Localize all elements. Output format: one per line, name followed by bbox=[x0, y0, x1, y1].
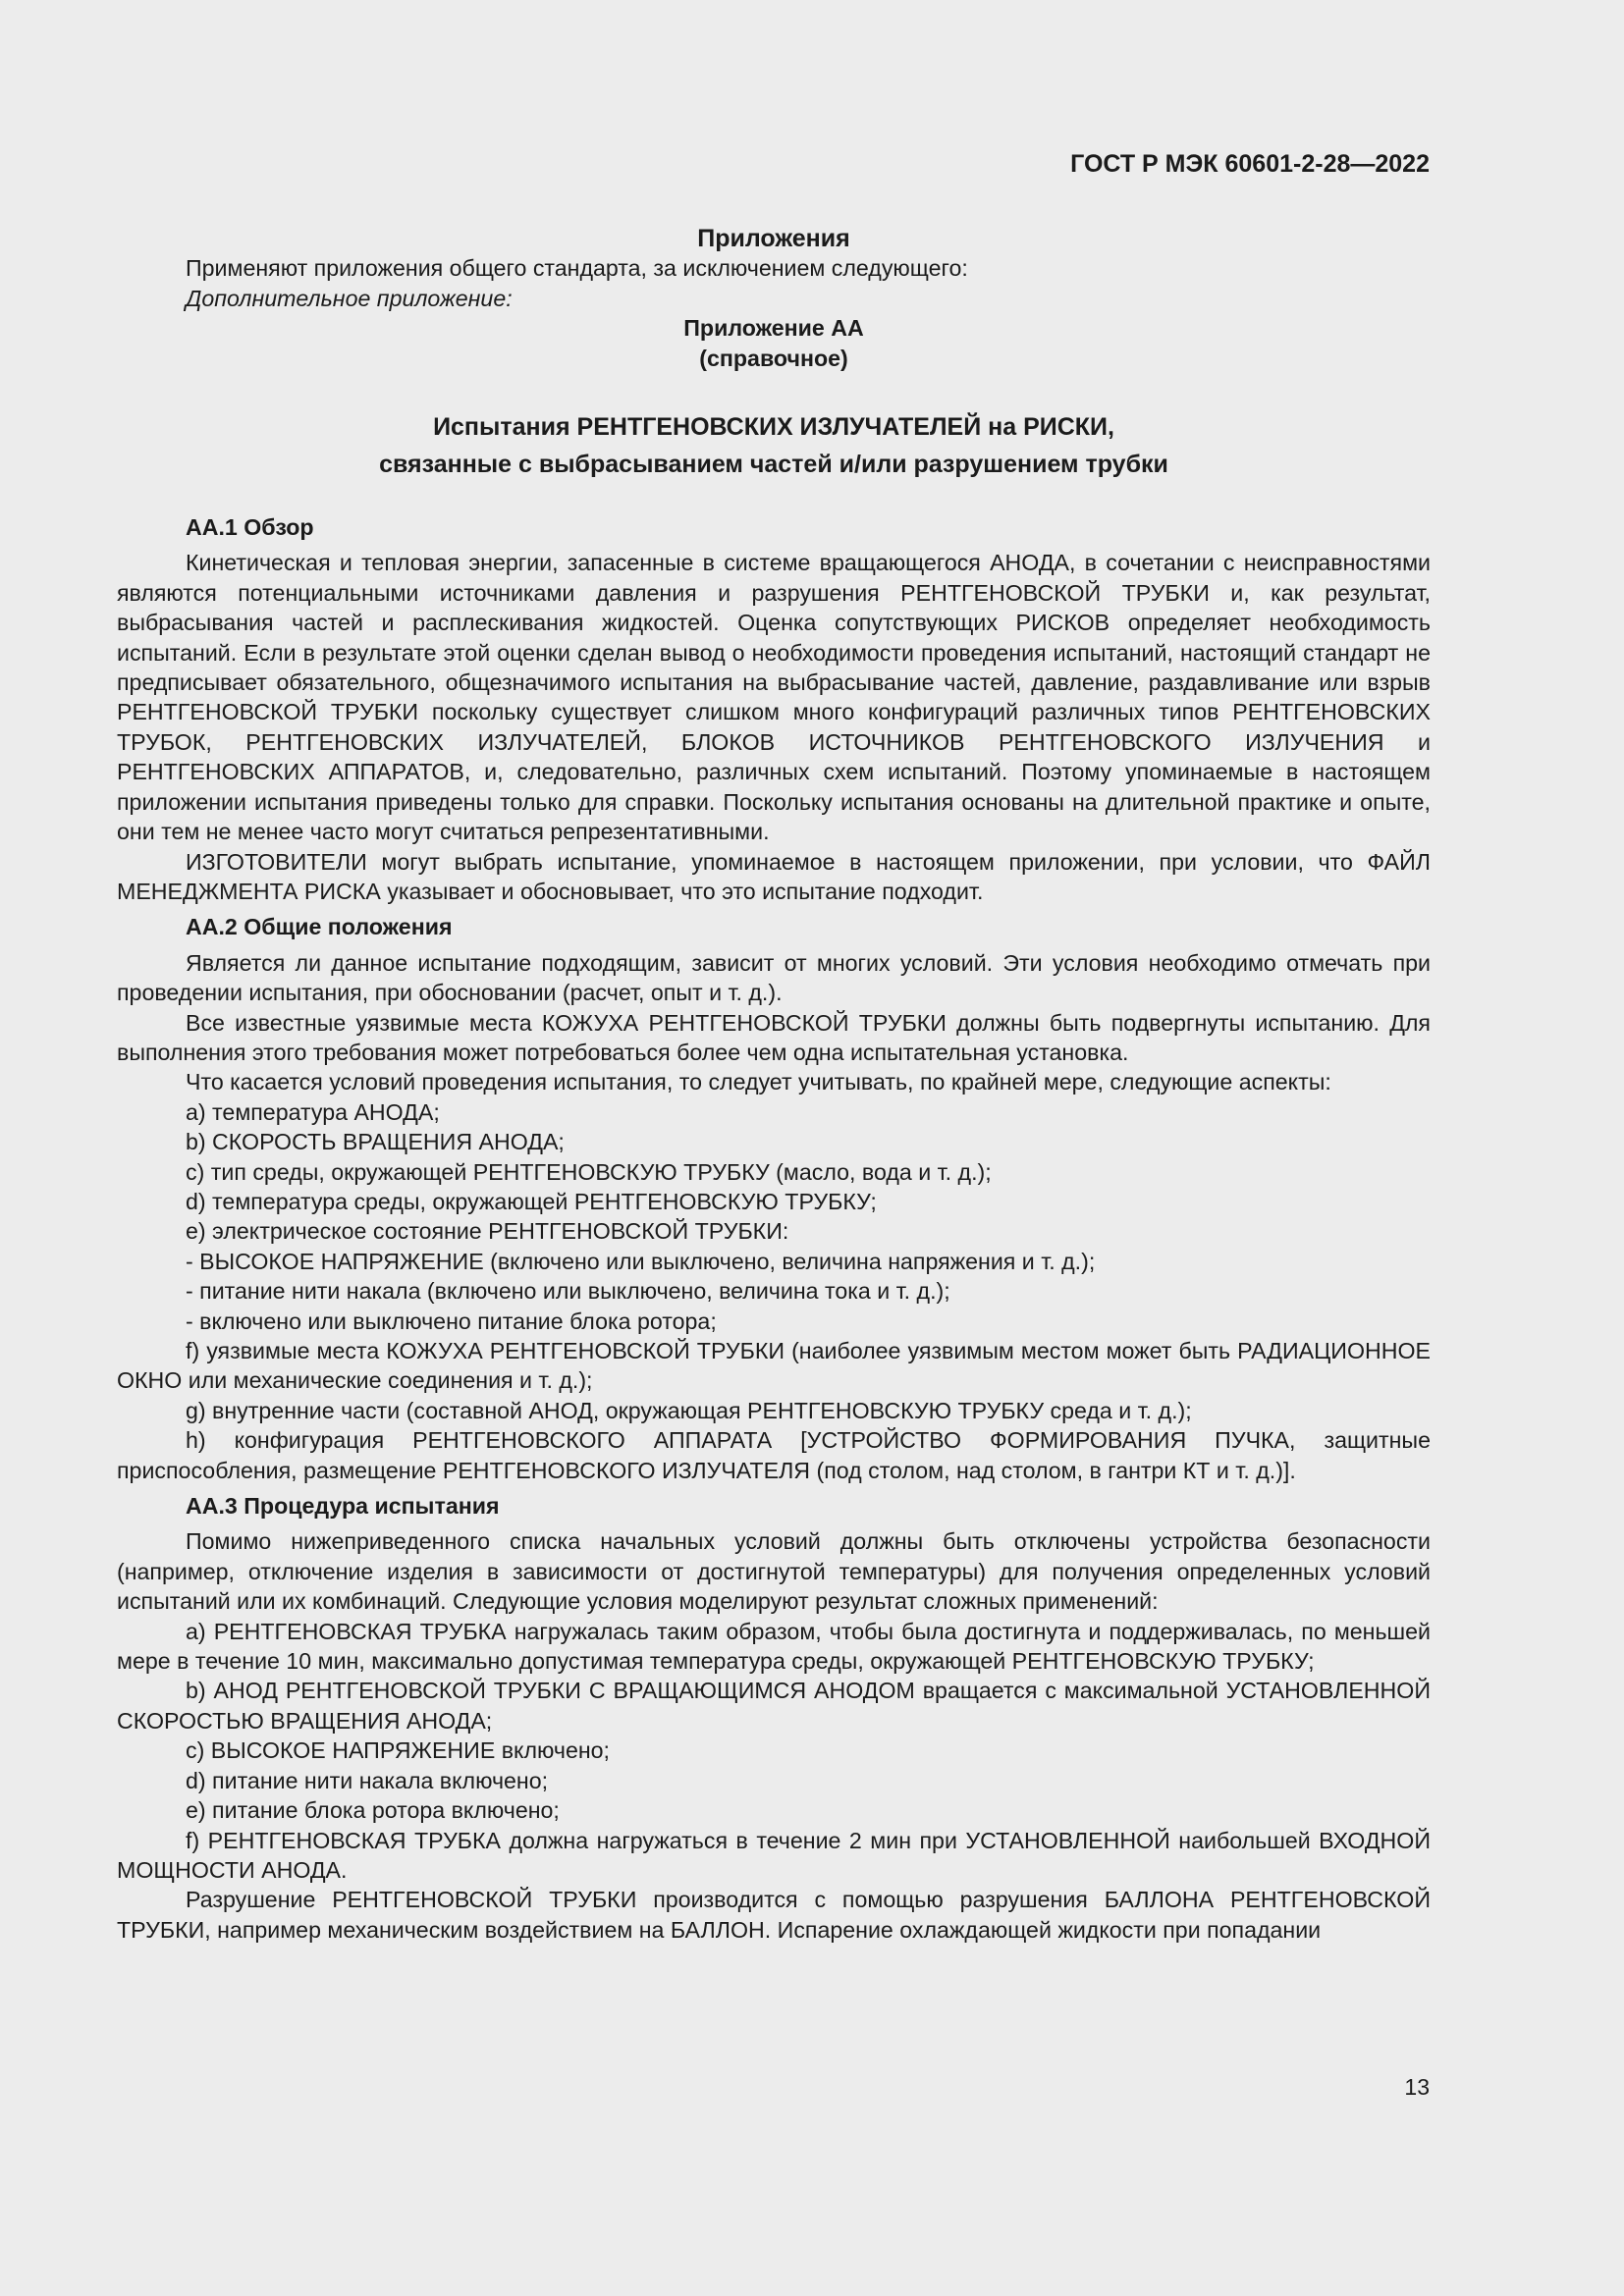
list-item: a) РЕНТГЕНОВСКАЯ ТРУБКА нагружалась таким образом, чтобы была достигнута и поддерживалась, по меньшей мере в течение 10 мин, максимально допустимая температура среды, окружающей РЕНТГЕНОВСКУЮ ТРУБКУ; bbox=[117, 1618, 1431, 1675]
list-item: f) РЕНТГЕНОВСКАЯ ТРУБКА должна нагружаться в течение 2 мин при УСТАНОВЛЕННОЙ наибольшей ВХОДНОЙ МОЩНОСТИ АНОДА. bbox=[117, 1827, 1431, 1883]
list-item: - ВЫСОКОЕ НАПРЯЖЕНИЕ (включено или выключено, величина напряжения и т. д.); bbox=[186, 1248, 1096, 1274]
list-item: c) ВЫСОКОЕ НАПРЯЖЕНИЕ включено; bbox=[186, 1737, 610, 1764]
annex-main-title-line2: связанные с выбрасыванием частей и/или разрушением трубки bbox=[379, 451, 1168, 479]
aa1-paragraph-2: ИЗГОТОВИТЕЛИ могут выбрать испытание, упоминаемое в настоящем приложении, при условии, что ФАЙЛ МЕНЕДЖМЕНТА РИСКА указывает и обосновывает, что это испытание подходит. bbox=[117, 848, 1431, 904]
section-aa2-heading: АА.2 Общие положения bbox=[186, 914, 453, 940]
list-item: d) питание нити накала включено; bbox=[186, 1767, 549, 1793]
list-item: g) внутренние части (составной АНОД, окружающая РЕНТГЕНОВСКУЮ ТРУБКУ среда и т. д.); bbox=[186, 1397, 1192, 1423]
page-number: 13 bbox=[1404, 2074, 1430, 2100]
aa3-paragraph-last: Разрушение РЕНТГЕНОВСКОЙ ТРУБКИ производится с помощью разрушения БАЛЛОНА РЕНТГЕНОВСКОЙ ТРУБКИ, например механическим воздействием на БАЛЛОН. Испарение охлаждающей жидкости при попадании bbox=[117, 1887, 1431, 1943]
standard-header: ГОСТ Р МЭК 60601-2-28—2022 bbox=[1070, 150, 1430, 178]
aa1-paragraph-1: Кинетическая и тепловая энергии, запасенные в системе вращающегося АНОДА, в сочетании с неисправностями являются потенциальными источниками давления и разрушения РЕНТГЕНОВСКОЙ ТРУБКИ и, как результат, выбрасывания частей и расплескивания жидкостей. Оценка сопутствующих РИСКОВ определяет необходимость испытаний. Если в результате этой оценки сделан вывод о необходимости проведения испытаний, настоящий стандарт не предписывает обязательного, общезначимого испытания на выбрасывание частей, давление, раздавливание или взрыв РЕНТГЕНОВСКОЙ ТРУБКИ поскольку существует слишком много конфигураций различных типов РЕНТГЕНОВСКИХ ТРУБОК, РЕНТГЕНОВСКИХ ИЗЛУЧАТЕЛЕЙ, БЛОКОВ ИСТОЧНИКОВ РЕНТГЕНОВСКОГО ИЗЛУЧЕНИЯ и РЕНТГЕНОВСКИХ АППАРАТОВ, и, следовательно, различных схем испытаний. Поэтому упоминаемые в настоящем приложении испытания приведены только для справки. Поскольку испытания основаны на длительной практике и опыте, они тем не менее часто могут считаться репрезентативными. bbox=[117, 550, 1431, 845]
annex-title: Приложение АА bbox=[683, 315, 864, 342]
section-aa3-heading: АА.3 Процедура испытания bbox=[186, 1493, 500, 1520]
page-content bbox=[117, 224, 1431, 1945]
list-item: - включено или выключено питание блока ротора; bbox=[186, 1308, 717, 1334]
annex-main-title-line1: Испытания РЕНТГЕНОВСКИХ ИЗЛУЧАТЕЛЕЙ на РИСКИ, bbox=[433, 413, 1114, 442]
list-item: c) тип среды, окружающей РЕНТГЕНОВСКУЮ ТРУБКУ (масло, вода и т. д.); bbox=[186, 1158, 992, 1185]
appendices-intro: Применяют приложения общего стандарта, за исключением следующего: bbox=[186, 255, 968, 282]
list-item: a) температура АНОДА; bbox=[186, 1098, 440, 1125]
list-item: h) конфигурация РЕНТГЕНОВСКОГО АППАРАТА [УСТРОЙСТВО ФОРМИРОВАНИЯ ПУЧКА, защитные приспособления, размещение РЕНТГЕНОВСКОГО ИЗЛУЧАТЕЛЯ (под столом, над столом, в гантри КТ и т. д.)]. bbox=[117, 1427, 1431, 1483]
list-item: e) электрическое состояние РЕНТГЕНОВСКОЙ ТРУБКИ: bbox=[186, 1218, 789, 1245]
aa2-paragraph-2: Все известные уязвимые места КОЖУХА РЕНТГЕНОВСКОЙ ТРУБКИ должны быть подвергнуты испытанию. Для выполнения этого требования может потребоваться более чем одна испытательная установка. bbox=[117, 1009, 1431, 1065]
list-item: f) уязвимые места КОЖУХА РЕНТГЕНОВСКОЙ ТРУБКИ (наиболее уязвимым местом может быть РАДИАЦИОННОЕ ОКНО или механические соединения и т. д.); bbox=[117, 1338, 1431, 1394]
additional-appendix-label: Дополнительное приложение: bbox=[186, 285, 513, 311]
list-item: b) СКОРОСТЬ ВРАЩЕНИЯ АНОДА; bbox=[186, 1129, 565, 1155]
list-item: d) температура среды, окружающей РЕНТГЕНОВСКУЮ ТРУБКУ; bbox=[186, 1188, 877, 1214]
aa2-paragraph-3: Что касается условий проведения испытания, то следует учитывать, по крайней мере, следующие аспекты: bbox=[186, 1069, 1331, 1095]
aa3-paragraph-1: Помимо нижеприведенного списка начальных условий должны быть отключены устройства безопасности (например, отключение изделия в зависимости от достигнутой температуры) для получения определенных условий испытаний или их комбинаций. Следующие условия моделируют результат сложных применений: bbox=[117, 1528, 1431, 1615]
section-aa1-heading: АА.1 Обзор bbox=[186, 514, 314, 541]
list-item: - питание нити накала (включено или выключено, величина тока и т. д.); bbox=[186, 1278, 950, 1305]
list-item: b) АНОД РЕНТГЕНОВСКОЙ ТРУБКИ С ВРАЩАЮЩИМСЯ АНОДОМ вращается с максимальной УСТАНОВЛЕННОЙ СКОРОСТЬЮ ВРАЩЕНИЯ АНОДА; bbox=[117, 1678, 1431, 1734]
list-item: e) питание блока ротора включено; bbox=[186, 1797, 560, 1824]
annex-type: (справочное) bbox=[699, 345, 848, 371]
appendices-title: Приложения bbox=[697, 225, 850, 252]
aa2-paragraph-1: Является ли данное испытание подходящим, зависит от многих условий. Эти условия необходимо отмечать при проведении испытания, при обосновании (расчет, опыт и т. д.). bbox=[117, 949, 1431, 1006]
